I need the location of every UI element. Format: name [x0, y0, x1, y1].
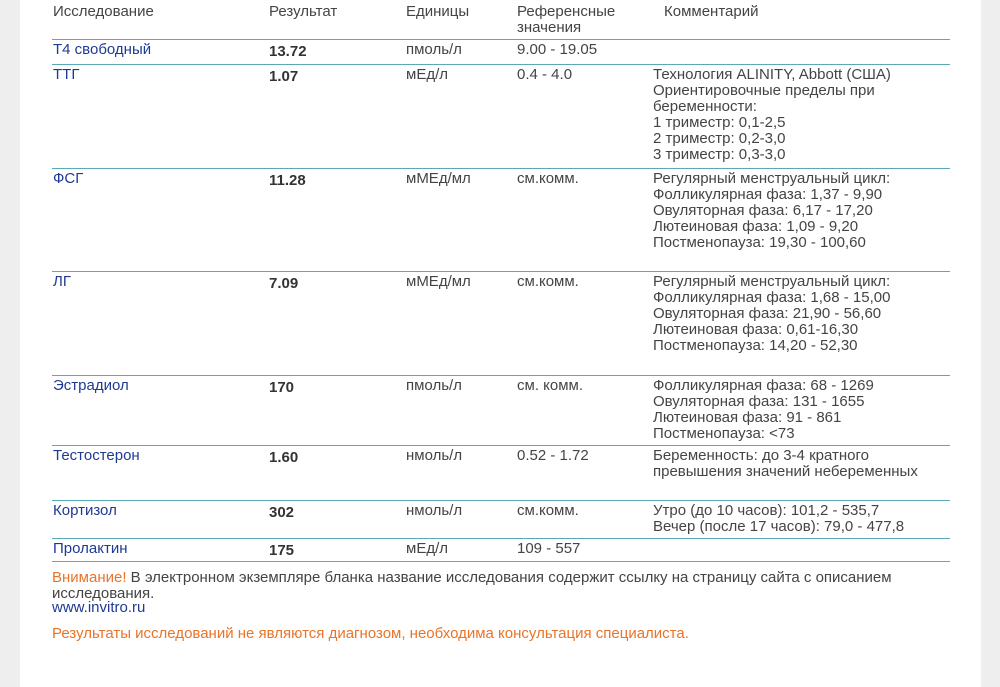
- header-ref-line2: значения: [517, 19, 582, 36]
- table-row: [52, 538, 950, 562]
- test-name-link[interactable]: Т4 свободный: [53, 41, 152, 58]
- result-value: 1.07: [269, 68, 299, 85]
- units: нмоль/л: [406, 447, 463, 464]
- test-name-link[interactable]: ЛГ: [53, 273, 71, 290]
- comment: Беременность: до 3-4 кратного превышения значений небеременных: [653, 447, 918, 480]
- units: мЕд/л: [406, 66, 448, 83]
- result-value: 302: [269, 504, 295, 521]
- table-row: [52, 500, 950, 538]
- comment: Регулярный менструальный цикл: Фолликулярная фаза: 1,68 - 15,00 Овуляторная фаза: 21,90 - 56,60 Лютеиновая фаза: 0,61-16,30 Постменопауза: 14,20 - 52,30: [653, 273, 891, 354]
- header-test: Исследование: [53, 3, 154, 20]
- header-units: Единицы: [406, 3, 470, 20]
- table-row: [52, 168, 950, 271]
- disclaimer: Результаты исследований не являются диагнозом, необходима консультация специалиста.: [52, 625, 689, 642]
- result-value: 170: [269, 379, 295, 396]
- comment: Утро (до 10 часов): 101,2 - 535,7 Вечер (после 17 часов): 79,0 - 477,8: [653, 502, 905, 535]
- reference-range: 0.4 - 4.0: [517, 66, 573, 83]
- reference-range: 109 - 557: [517, 540, 581, 557]
- right-margin: [981, 0, 1000, 687]
- notice-site-line: [52, 600, 952, 616]
- units: мЕд/л: [406, 540, 448, 557]
- left-margin: [0, 0, 20, 687]
- test-name-link[interactable]: Эстрадиол: [53, 377, 129, 394]
- reference-range: 0.52 - 1.72: [517, 447, 589, 464]
- reference-range: см. комм.: [517, 377, 584, 394]
- header-ref-line1: Референсные: [517, 3, 616, 20]
- test-name-link[interactable]: ФСГ: [53, 170, 84, 187]
- result-value: 11.28: [269, 172, 306, 189]
- test-name-link[interactable]: ТТГ: [53, 66, 80, 83]
- table-row: [52, 445, 950, 500]
- table-row: [52, 39, 950, 64]
- test-name-link[interactable]: Тестостерон: [53, 447, 140, 464]
- comment: Технология ALINITY, Abbott (США) Ориентировочные пределы при беременности: 1 триместр: 0,1-2,5 2 триместр: 0,2-3,0 3 триместр: 0,3-3,0: [653, 66, 891, 163]
- table-row: [52, 271, 950, 375]
- notice-text: В электронном экземпляре бланка название исследования содержит ссылку на страницу сайта с описанием исследования.: [52, 569, 892, 602]
- comment: Регулярный менструальный цикл: Фолликулярная фаза: 1,37 - 9,90 Овуляторная фаза: 6,17 - 17,20 Лютеиновая фаза: 1,09 - 9,20 Постменопауза: 19,30 - 100,60: [653, 170, 891, 251]
- units: пмоль/л: [406, 41, 462, 58]
- reference-range: см.комм.: [517, 273, 579, 290]
- units: мМЕд/мл: [406, 170, 471, 187]
- header-result: Результат: [269, 3, 338, 20]
- test-name-link[interactable]: Кортизол: [53, 502, 117, 519]
- units: мМЕд/мл: [406, 273, 471, 290]
- units: нмоль/л: [406, 502, 463, 519]
- test-name-link[interactable]: Пролактин: [53, 540, 128, 557]
- result-value: 175: [269, 542, 295, 559]
- result-value: 13.72: [269, 43, 307, 60]
- reference-range: см.комм.: [517, 170, 579, 187]
- comment: Фолликулярная фаза: 68 - 1269 Овуляторная фаза: 131 - 1655 Лютеиновая фаза: 91 - 861 Постменопауза: <73: [653, 377, 874, 442]
- reference-range: 9.00 - 19.05: [517, 41, 598, 58]
- notice-paragraph: [52, 570, 952, 602]
- result-value: 7.09: [269, 275, 299, 292]
- header-comment: Комментарий: [664, 3, 759, 20]
- result-value: 1.60: [269, 449, 299, 466]
- site-link[interactable]: www.invitro.ru: [52, 599, 146, 616]
- table-row: [52, 375, 950, 445]
- table-row: [52, 64, 950, 168]
- reference-range: см.комм.: [517, 502, 579, 519]
- warning-label: Внимание!: [52, 569, 127, 586]
- units: пмоль/л: [406, 377, 462, 394]
